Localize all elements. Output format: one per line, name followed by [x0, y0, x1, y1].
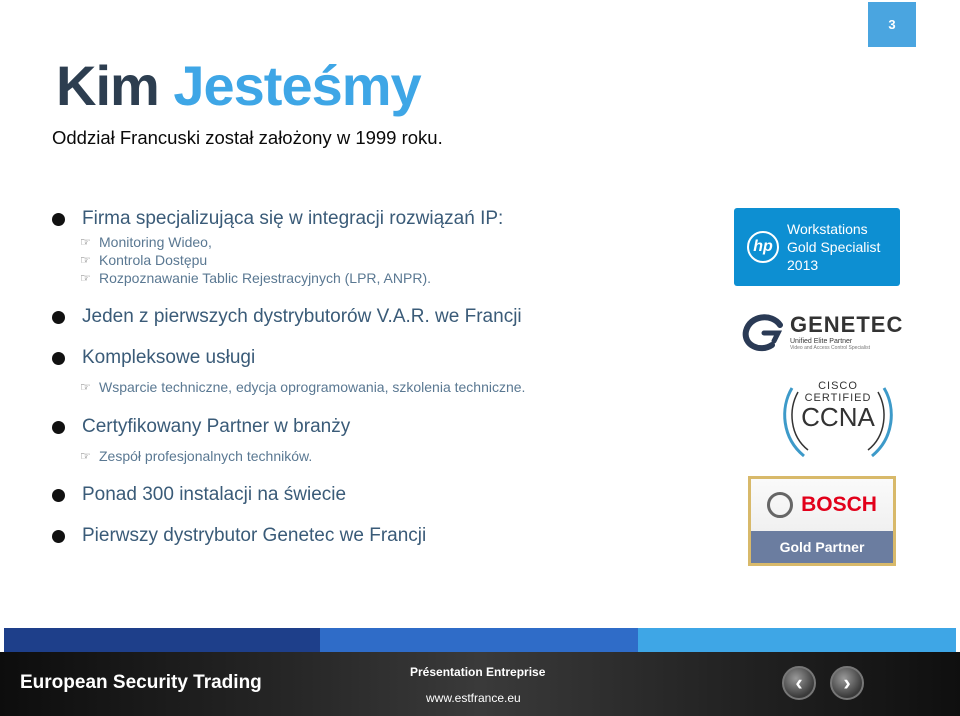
footer-url[interactable]: www.estfrance.eu	[426, 691, 521, 705]
sub-bullet-text: Zespół profesjonalnych techników.	[99, 448, 313, 464]
footer-band-light-blue	[638, 628, 956, 652]
sub-bullet-text: Wsparcie techniczne, edycja oprogramowania, szkolenia techniczne.	[99, 379, 526, 395]
hp-logo-icon: hp	[747, 231, 779, 263]
pointing-hand-icon: ☞	[80, 449, 91, 463]
sub-bullet-text: Rozpoznawanie Tablic Rejestracyjnych (LPR, ANPR).	[99, 270, 431, 286]
page-title	[56, 54, 421, 117]
footer-band-dark-blue	[4, 628, 320, 652]
bosch-partner-label: Gold Partner	[751, 531, 893, 563]
bullet-item	[52, 306, 522, 328]
bullet-text: Ponad 300 instalacji na świecie	[82, 484, 347, 505]
bullet-dot-icon	[52, 489, 65, 502]
footer-presentation-label: Présentation Entreprise	[410, 665, 546, 679]
chevron-left-icon: ‹	[795, 670, 803, 695]
cisco-line-1: CISCO	[818, 380, 858, 392]
bullet-text: Pierwszy dystrybutor Genetec we Francji	[82, 525, 427, 546]
hp-gold-specialist-logo	[734, 208, 900, 286]
chevron-right-icon: ›	[843, 670, 851, 695]
genetec-partner-sublabel: Video and Access Control Specialist	[790, 344, 870, 351]
footer-brand: European Security Trading	[20, 672, 262, 693]
title-word-2: Jesteśmy	[173, 54, 421, 117]
next-slide-button[interactable]	[830, 666, 864, 700]
bosch-name: BOSCH	[801, 493, 877, 516]
bullet-dot-icon	[52, 352, 65, 365]
bullet-dot-icon	[52, 311, 65, 324]
bullet-text: Jeden z pierwszych dystrybutorów V.A.R. we Francji	[82, 306, 522, 327]
bullet-text: Certyfikowany Partner w branży	[82, 416, 351, 437]
sub-bullet-item	[80, 270, 431, 286]
bullet-dot-icon	[52, 530, 65, 543]
sub-bullet-text: Kontrola Dostępu	[99, 252, 208, 268]
bullet-item	[52, 525, 426, 547]
bullet-dot-icon	[52, 421, 65, 434]
bullet-item	[52, 208, 503, 230]
sub-bullet-text: Monitoring Wideo,	[99, 234, 212, 250]
hp-line-2: Gold Specialist	[787, 239, 881, 255]
bullet-item	[52, 484, 346, 506]
pointing-hand-icon: ☞	[80, 380, 91, 394]
sub-bullet-item	[80, 252, 207, 268]
bullet-text: Kompleksowe usługi	[82, 347, 256, 368]
sub-bullet-item	[80, 234, 212, 250]
genetec-partner-logo	[742, 306, 902, 358]
prev-slide-button[interactable]	[782, 666, 816, 700]
hp-line-1: Workstations	[787, 221, 868, 237]
pointing-hand-icon: ☞	[80, 271, 91, 285]
footer-band-mid-blue	[320, 628, 638, 652]
bullet-text: Firma specjalizująca się w integracji rozwiązań IP:	[82, 208, 504, 229]
bosch-gold-partner-logo	[748, 476, 896, 566]
genetec-partner-label: Unified Elite Partner	[790, 337, 853, 345]
hp-line-3: 2013	[787, 257, 819, 273]
bullet-item	[52, 416, 350, 438]
page-number-badge: 3	[868, 2, 916, 47]
cisco-ccna-logo	[778, 378, 898, 460]
bullet-item	[52, 347, 255, 369]
genetec-swoosh-icon	[742, 311, 784, 353]
title-word-1: Kim	[56, 54, 159, 117]
cisco-line-3: CCNA	[801, 402, 875, 432]
pointing-hand-icon: ☞	[80, 253, 91, 267]
cisco-line-2: CERTIFIED	[804, 392, 872, 404]
pointing-hand-icon: ☞	[80, 235, 91, 249]
footer	[0, 628, 960, 716]
bullet-dot-icon	[52, 213, 65, 226]
sub-bullet-item	[80, 448, 312, 464]
bosch-armature-icon	[767, 492, 793, 518]
genetec-name: GENETEC	[790, 311, 904, 337]
sub-bullet-item	[80, 379, 525, 395]
subtitle: Oddział Francuski został założony w 1999 roku.	[52, 127, 443, 148]
